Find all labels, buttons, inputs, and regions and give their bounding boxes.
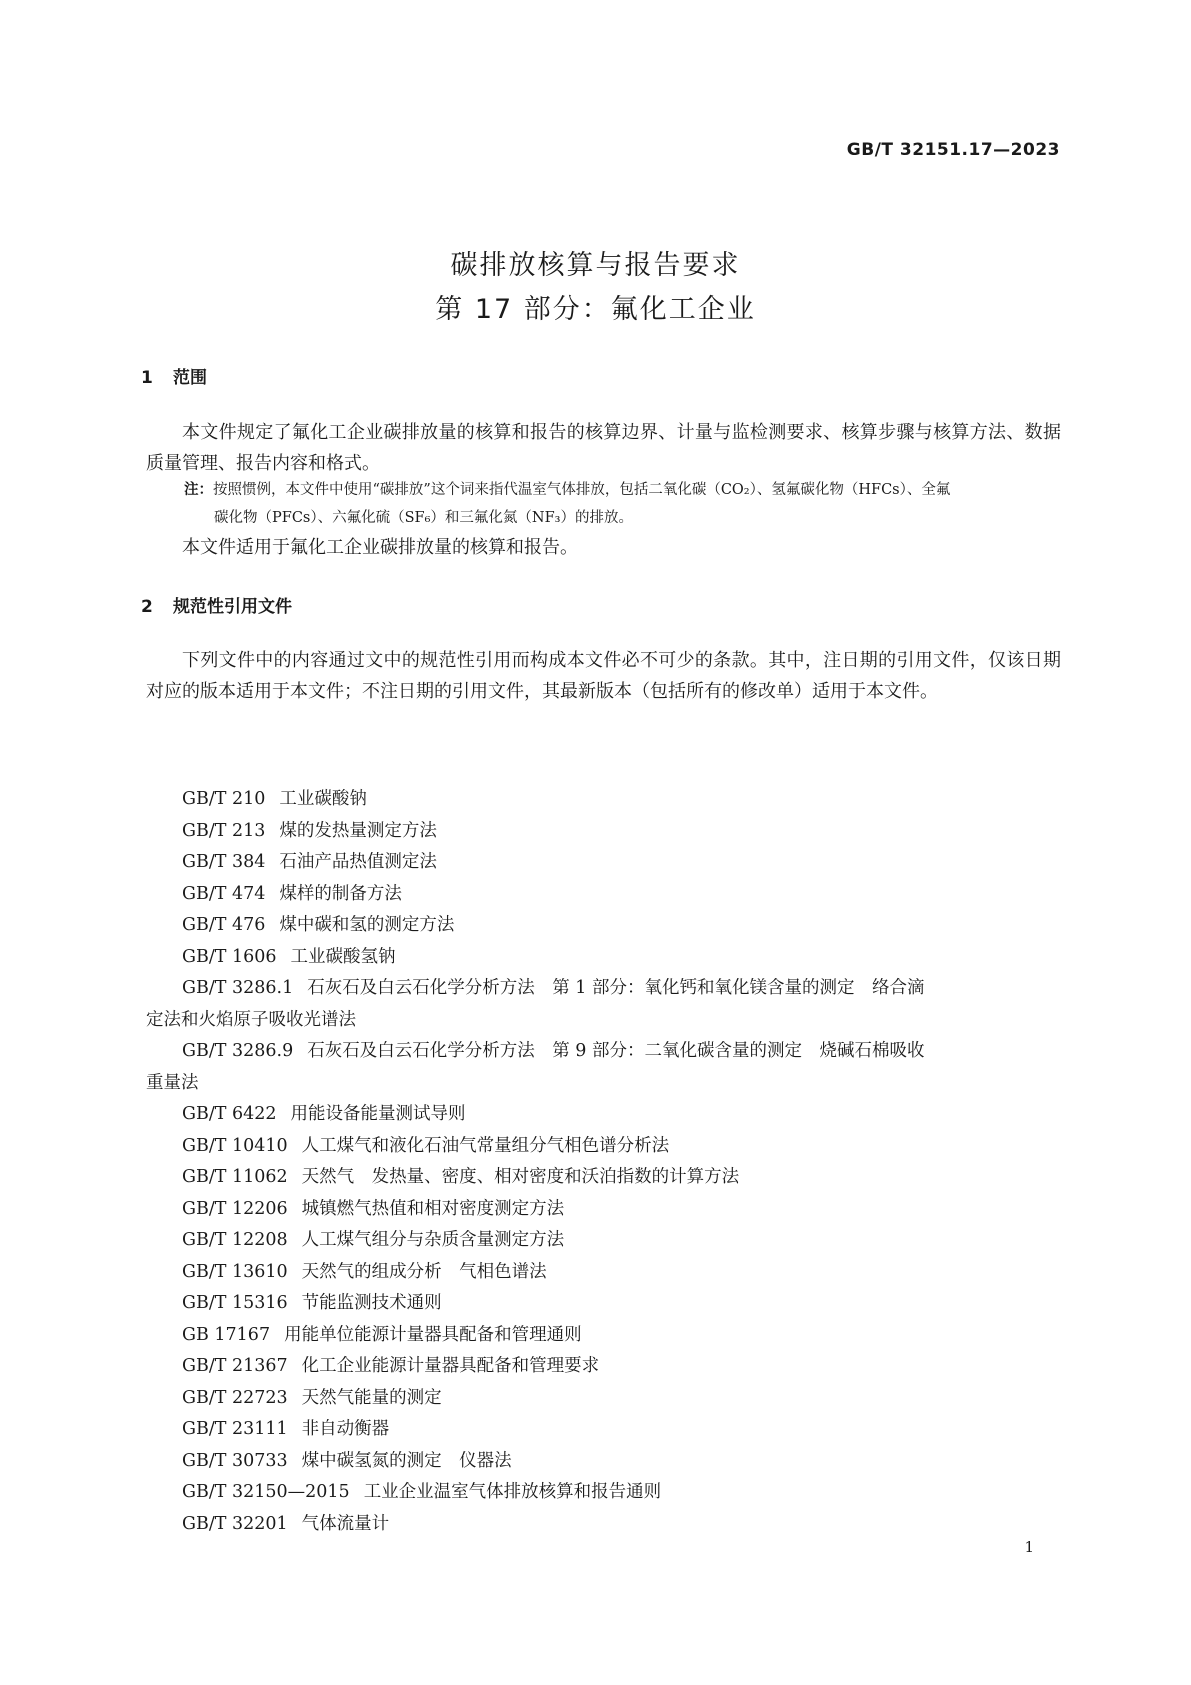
reference-item [146, 942, 1061, 974]
reference-item [146, 816, 1061, 848]
reference-title: 天然气的组成分析 气相色谱法 [301, 1261, 547, 1282]
reference-code: GB/T 10410 [182, 1135, 288, 1156]
reference-title: 用能设备能量测试导则 [290, 1104, 466, 1124]
reference-code: GB/T 13610 [182, 1261, 288, 1282]
reference-code: GB/T 474 [182, 883, 266, 904]
reference-title: 煤的发热量测定方法 [279, 820, 437, 841]
reference-item [146, 910, 1061, 942]
scope-note [184, 476, 1061, 532]
reference-code: GB/T 15316 [182, 1293, 288, 1313]
reference-item [146, 1194, 1061, 1226]
reference-item [146, 1351, 1061, 1383]
note-text-line1: 按照惯例，本文件中使用“碳排放”这个词来指代温室气体排放，包括二氧化碳（CO₂）、氢氟碳化物（HFCs）、全氟 [213, 482, 951, 498]
reference-title: 煤样的制备方法 [279, 883, 402, 904]
reference-title: 工业碳酸氢钠 [290, 946, 396, 967]
reference-code: GB/T 1606 [182, 946, 277, 967]
reference-list [146, 784, 1061, 1540]
reference-item [146, 1477, 1061, 1509]
reference-title: 石灰石及白云石化学分析方法 第 1 部分：氧化钙和氧化镁含量的测定 络合滴 [307, 978, 925, 998]
reference-title: 用能单位能源计量器具配备和管理通则 [284, 1324, 582, 1345]
section-number: 2 [141, 597, 153, 617]
reference-title: 非自动衡器 [301, 1419, 390, 1439]
reference-item [146, 1383, 1061, 1415]
reference-item [146, 879, 1061, 911]
reference-title: 人工煤气组分与杂质含量测定方法 [301, 1230, 565, 1250]
reference-item [146, 973, 1061, 1036]
reference-code: GB/T 476 [182, 915, 266, 935]
reference-code: GB/T 12208 [182, 1230, 288, 1250]
reference-code: GB/T 32201 [182, 1513, 288, 1534]
reference-item [146, 1162, 1061, 1194]
reference-item [146, 847, 1061, 879]
reference-item [146, 1320, 1061, 1352]
reference-code: GB 17167 [182, 1324, 271, 1345]
reference-title: 城镇燃气热值和相对密度测定方法 [301, 1198, 565, 1219]
reference-code: GB/T 3286.1 [182, 978, 294, 998]
reference-title: 工业碳酸钠 [279, 789, 367, 809]
section-number: 1 [141, 368, 153, 388]
page-number: 1 [1024, 1538, 1034, 1556]
note-text-line2: 碳化物（PFCs）、六氟化硫（SF₆）和三氟化氮（NF₃）的排放。 [214, 510, 633, 526]
reference-item [146, 1257, 1061, 1289]
reference-code: GB/T 23111 [182, 1419, 288, 1439]
reference-code: GB/T 11062 [182, 1167, 288, 1187]
reference-title: 化工企业能源计量器具配备和管理要求 [301, 1356, 600, 1376]
reference-item [146, 784, 1061, 816]
section-title: 规范性引用文件 [173, 597, 292, 617]
references-intro: 下列文件中的内容通过文中的规范性引用而构成本文件必不可少的条款。其中，注日期的引用文件，仅该日期对应的版本适用于本文件；不注日期的引用文件，其最新版本（包括所有的修改单）适用于本文件。 [146, 650, 1061, 702]
standard-code: GB/T 32151.17—2023 [846, 140, 1060, 160]
reference-code: GB/T 210 [182, 789, 266, 809]
reference-code: GB/T 30733 [182, 1450, 288, 1471]
reference-code: GB/T 22723 [182, 1387, 288, 1408]
reference-title: 石油产品热值测定法 [279, 852, 437, 872]
reference-code: GB/T 21367 [182, 1356, 288, 1376]
reference-title: 天然气 发热量、密度、相对密度和沃泊指数的计算方法 [301, 1167, 740, 1187]
reference-item [146, 1036, 1061, 1099]
reference-item [146, 1131, 1061, 1163]
reference-item [146, 1225, 1061, 1257]
reference-item [146, 1288, 1061, 1320]
reference-title-continued: 定法和火焰原子吸收光谱法 [146, 1009, 356, 1030]
reference-code: GB/T 3286.9 [182, 1041, 294, 1061]
reference-code: GB/T 213 [182, 820, 266, 841]
scope-applicability: 本文件适用于氟化工企业碳排放量的核算和报告。 [182, 537, 578, 558]
reference-title: 气体流量计 [301, 1513, 390, 1534]
reference-item [146, 1414, 1061, 1446]
reference-title: 天然气能量的测定 [301, 1387, 442, 1408]
note-label: 注： [184, 482, 213, 498]
reference-title: 人工煤气和液化石油气常量组分气相色谱分析法 [301, 1135, 670, 1156]
document-title: 碳排放核算与报告要求 [450, 250, 741, 281]
section-2-heading [141, 592, 292, 617]
reference-title: 工业企业温室气体排放核算和报告通则 [363, 1482, 662, 1502]
reference-code: GB/T 6422 [182, 1104, 277, 1124]
reference-code: GB/T 384 [182, 852, 266, 872]
reference-title-continued: 重量法 [146, 1072, 199, 1093]
scope-paragraph: 本文件规定了氟化工企业碳排放量的核算和报告的核算边界、计量与监检测要求、核算步骤与核算方法、数据质量管理、报告内容和格式。 [146, 422, 1061, 474]
reference-title: 煤中碳和氢的测定方法 [279, 915, 455, 935]
reference-title: 石灰石及白云石化学分析方法 第 9 部分：二氧化碳含量的测定 烧碱石棉吸收 [307, 1041, 925, 1061]
reference-code: GB/T 32150—2015 [182, 1482, 350, 1502]
reference-item [146, 1446, 1061, 1478]
section-1-heading [141, 363, 207, 388]
reference-item [146, 1099, 1061, 1131]
section-title: 范围 [173, 368, 207, 388]
document-subtitle: 第 17 部分：氟化工企业 [435, 294, 756, 325]
reference-title: 煤中碳氢氮的测定 仪器法 [301, 1450, 512, 1471]
reference-item [146, 1509, 1061, 1541]
reference-code: GB/T 12206 [182, 1198, 288, 1219]
reference-title: 节能监测技术通则 [301, 1293, 442, 1313]
